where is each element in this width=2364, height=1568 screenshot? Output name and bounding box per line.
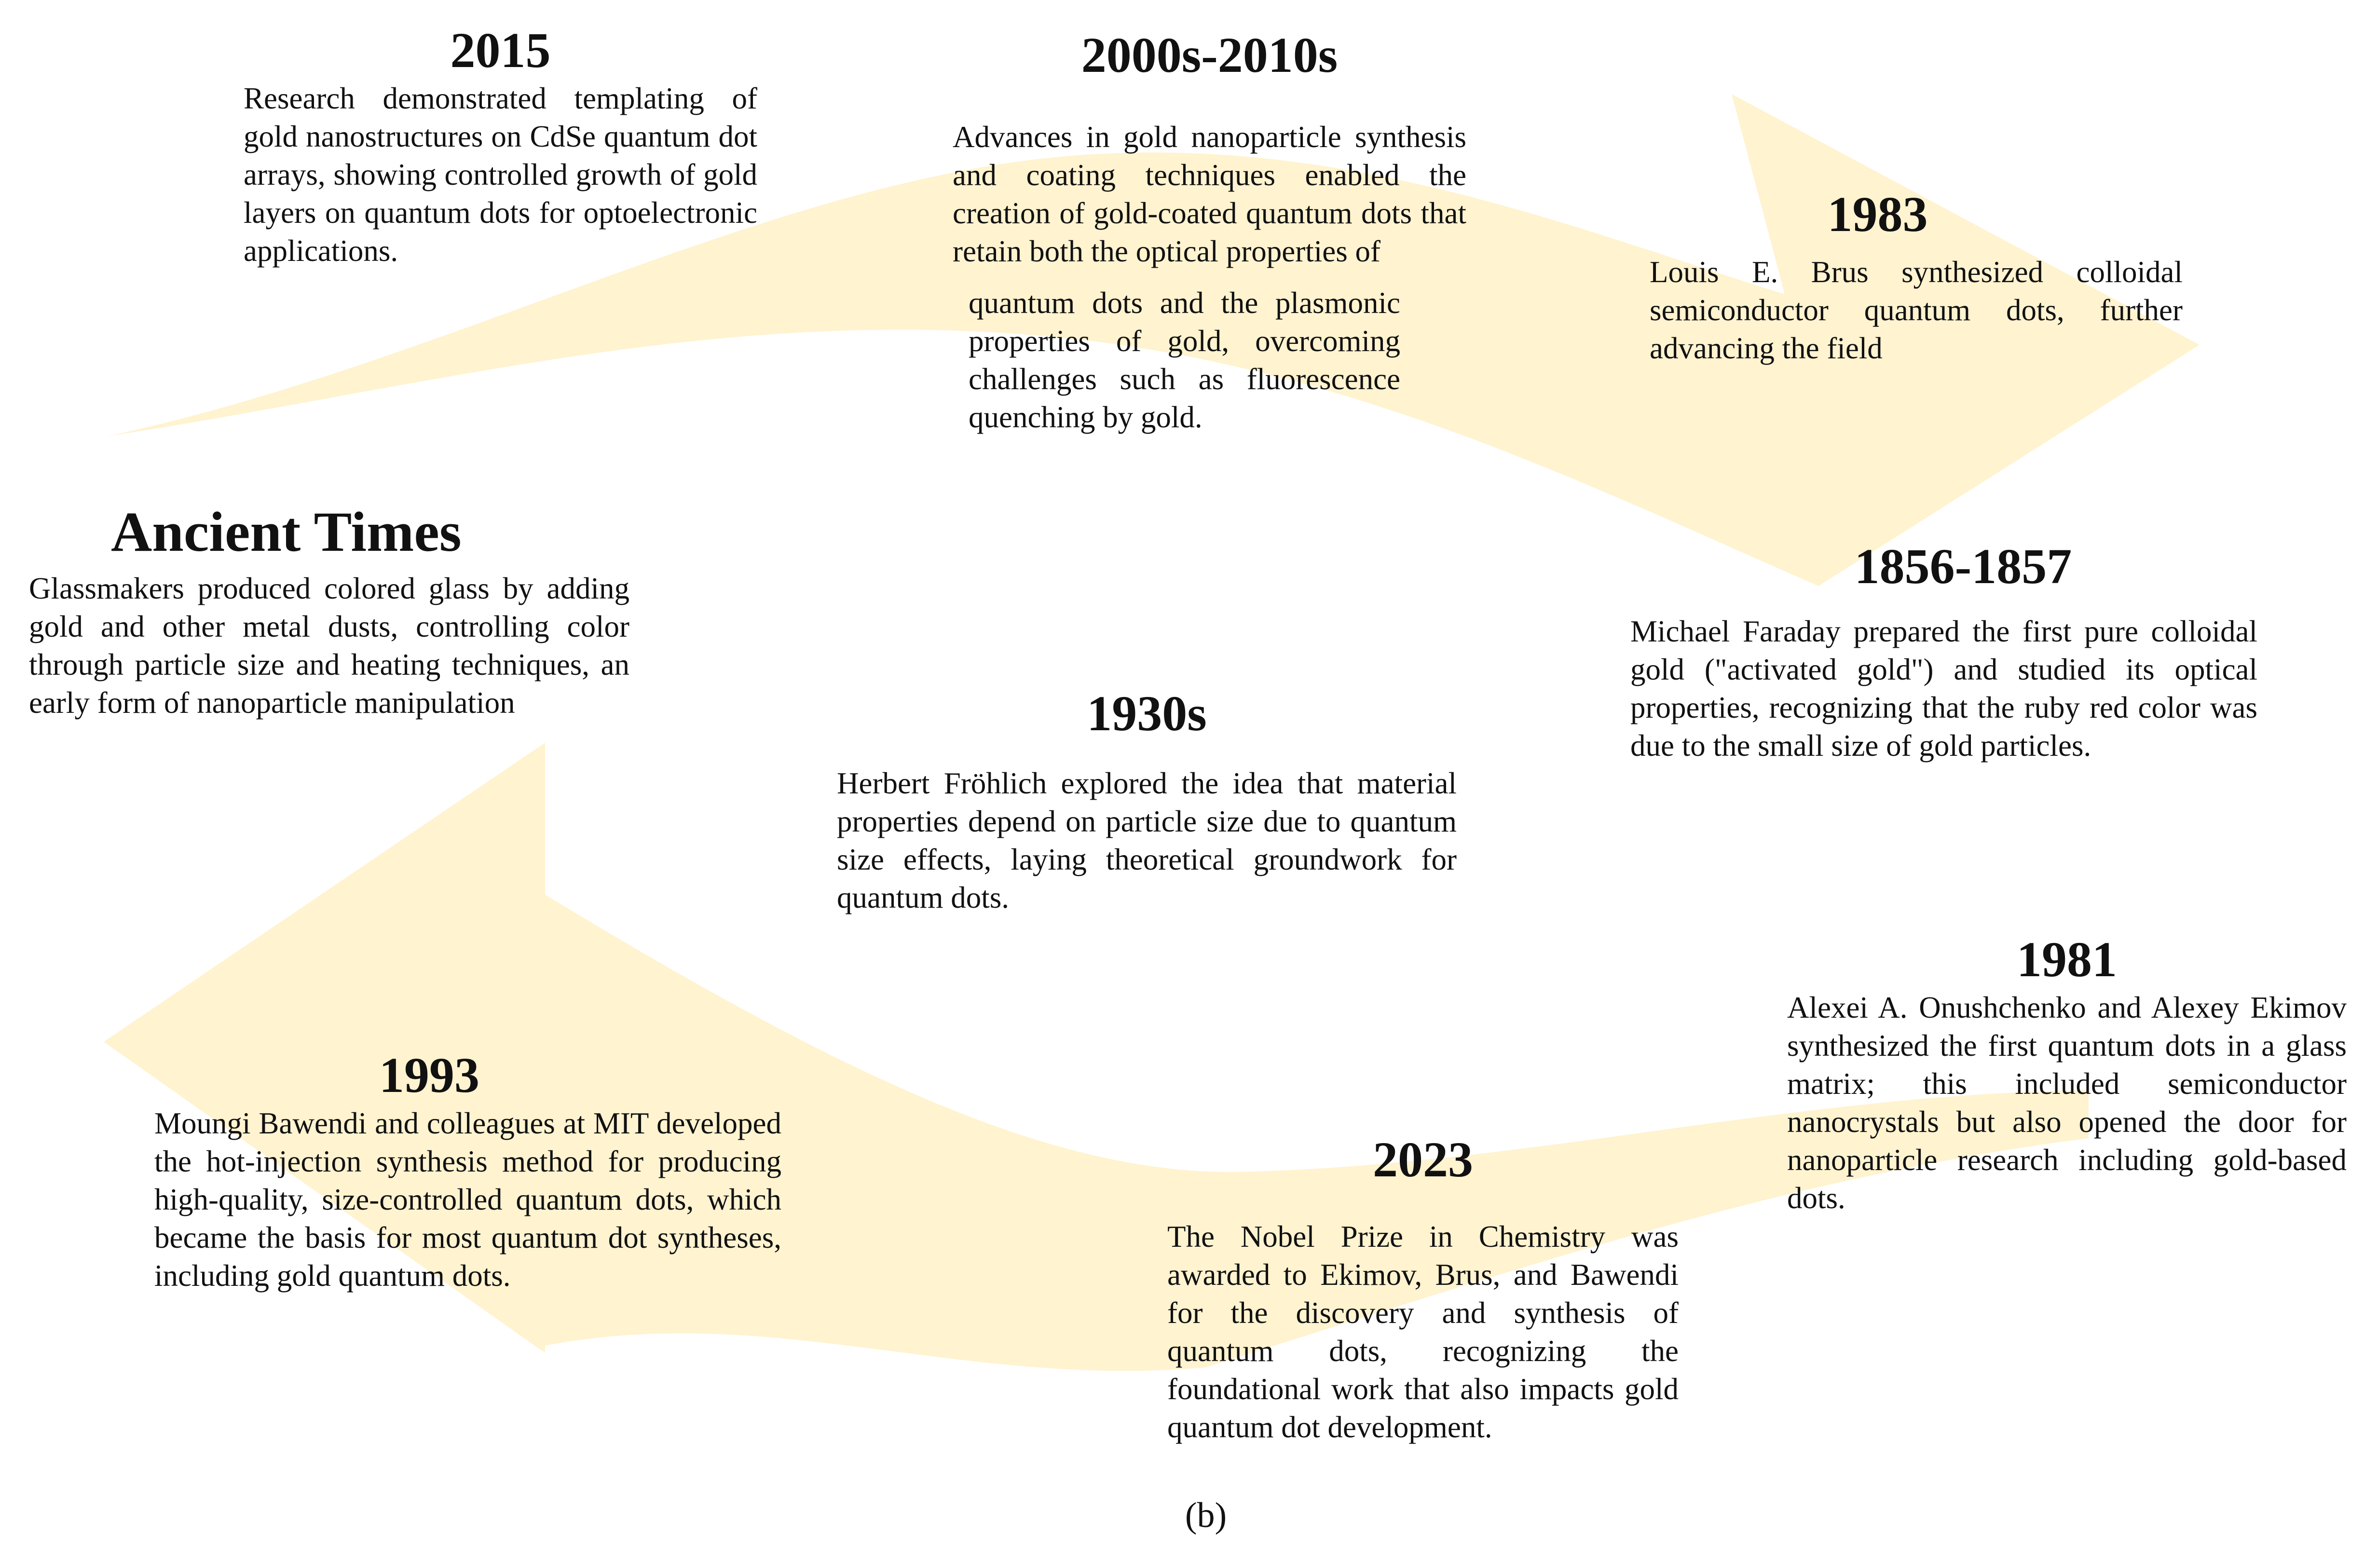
event-year: 2015 xyxy=(450,23,551,78)
event-1993 xyxy=(154,1047,781,1295)
event-ancient-times xyxy=(29,499,629,722)
event-description: Moungi Bawendi and colleagues at MIT developed the hot-injection synthesis method for producing high-quality, size-controlled quantum dots, which became the basis for most quantum dot syntheses, including gold quantum dots. xyxy=(154,1106,781,1293)
event-description-continued: quantum dots and the plasmonic properties of gold, overcoming challenges such as fluorescence quenching by gold. xyxy=(969,286,1400,434)
event-1856-1857 xyxy=(1630,538,2257,765)
figure-caption: (b) xyxy=(1185,1496,1227,1535)
event-description: Glassmakers produced colored glass by adding gold and other metal dusts, controlling color through particle size and heating techniques, an early form of nanoparticle manipulation xyxy=(29,571,629,720)
event-2023 xyxy=(1167,1131,1679,1446)
event-year: 1993 xyxy=(379,1048,479,1103)
event-1930s xyxy=(837,685,1457,917)
event-description: Herbert Fröhlich explored the idea that material properties depend on particle size due to quantum size effects, laying theoretical groundwork for quantum dots. xyxy=(837,766,1457,914)
event-1983 xyxy=(1650,186,2183,368)
event-year: Ancient Times xyxy=(111,500,462,563)
event-year: 1983 xyxy=(1827,187,1928,242)
event-description: Louis E. Brus synthesized colloidal semiconductor quantum dots, further advancing the field xyxy=(1650,255,2183,365)
event-year: 1981 xyxy=(2017,932,2117,987)
event-2000s-2010s xyxy=(953,27,1466,436)
event-year: 1930s xyxy=(1087,686,1207,741)
event-description: The Nobel Prize in Chemistry was awarded to Ekimov, Brus, and Bawendi for the discovery and synthesis of quantum dots, recognizing the foundational work that also impacts gold quantum dot development. xyxy=(1167,1219,1679,1444)
event-description: Michael Faraday prepared the first pure colloidal gold ("activated gold") and studied its optical properties, recognizing that the ruby red color was due to the small size of gold particles. xyxy=(1630,614,2257,763)
event-year: 1856-1857 xyxy=(1854,539,2072,594)
event-1981 xyxy=(1787,931,2347,1217)
event-description: Advances in gold nanoparticle synthesis and coating techniques enabled the creation of gold-coated quantum dots that retain both the optical properties of xyxy=(953,120,1466,268)
event-description: Alexei A. Onushchenko and Alexey Ekimov synthesized the first quantum dots in a glass matrix; this included semiconductor nanocrystals but also opened the door for nanoparticle research including gold-based dots. xyxy=(1787,990,2347,1215)
event-year: 2023 xyxy=(1373,1132,1473,1187)
event-2015 xyxy=(244,22,757,270)
event-description: Research demonstrated templating of gold nanostructures on CdSe quantum dot arrays, showing controlled growth of gold layers on quantum dots for optoelectronic applications. xyxy=(244,81,757,268)
event-year: 2000s-2010s xyxy=(1081,27,1338,83)
